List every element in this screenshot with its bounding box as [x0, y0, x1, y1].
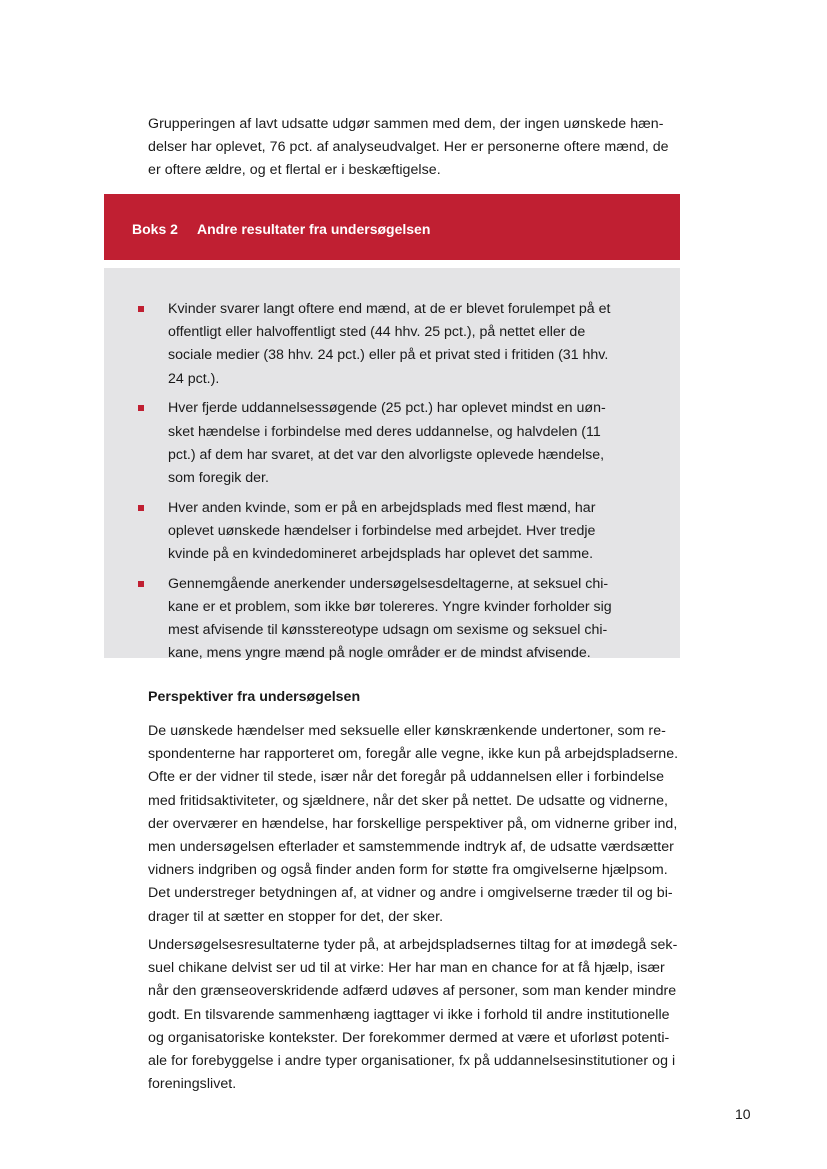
list-item [104, 573, 680, 666]
bullet-list [104, 298, 680, 672]
text-line: Det understreger betydningen af, at vidner og andre i omgivelserne træder til og bi- [148, 885, 673, 902]
square-bullet-icon [138, 306, 144, 312]
text-line: spondenterne har rapporteret om, foregår alle vegne, ikke kun på arbejdspladserne. [148, 746, 679, 763]
text-line: sociale medier (38 hhv. 24 pct.) eller på et privat sted i fritiden (31 hhv. [168, 347, 609, 364]
box-header [104, 194, 680, 260]
text-line: oplevet uønskede hændelser i forbindelse med arbejdet. Hver tredje [168, 522, 596, 539]
list-item [104, 397, 680, 490]
text-line: mest afvisende til kønsstereotype udsagn om sexisme og seksuel chi- [168, 622, 608, 639]
text-line: Ofte er der vidner til stede, især når det foregår på uddannelsen eller i forbindelse [148, 769, 665, 786]
text-line: som foregik der. [168, 469, 269, 486]
text-line: ale for forebyggelse i andre typer organisationer, fx på uddannelsesinstitutioner og i [148, 1053, 676, 1070]
list-item [104, 298, 680, 391]
text-line: foreningslivet. [148, 1076, 237, 1093]
text-line: med fritidsaktiviteter, og sjældnere, når det sker på nettet. De udsatte og vidnerne, [148, 792, 669, 809]
text-line: sket hændelse i forbindelse med deres uddannelse, og halvdelen (11 [168, 423, 601, 440]
body-paragraph [148, 934, 708, 1096]
square-bullet-icon [138, 505, 144, 511]
text-line: pct.) af dem har svaret, at det var den alvorligste oplevede hændelse, [168, 446, 605, 463]
page-number: 10 [735, 1106, 751, 1122]
box-title: Andre resultater fra undersøgelsen [197, 221, 431, 237]
section-heading: Perspektiver fra undersøgelsen [148, 689, 361, 705]
text-line: Kvinder svarer langt oftere end mænd, at de er blevet forulempet på et [168, 301, 611, 317]
box-number: Boks 2 [132, 221, 178, 237]
text-line: delser har oplevet, 76 pct. af analyseudvalget. Her er personerne oftere mænd, de [148, 139, 669, 156]
text-line: offentligt eller halvoffentligt sted (44 hhv. 25 pct.), på nettet eller de [168, 324, 586, 341]
intro-paragraph [148, 113, 708, 183]
text-line: der overværer en hændelse, har forskellige perspektiver på, om vidnerne griber ind, [148, 815, 678, 832]
text-line: 24 pct.). [168, 370, 220, 387]
text-line: kane er et problem, som ikke bør tolereres. Yngre kvinder forholder sig [168, 598, 612, 615]
text-line: Undersøgelsesresultaterne tyder på, at arbejdspladsernes tiltag for at imødegå sek- [148, 937, 678, 953]
text-line: når den grænseoverskridende adfærd udøves af personer, som man kender mindre [148, 983, 677, 1000]
body-paragraph [148, 720, 708, 929]
text-line: Hver fjerde uddannelsessøgende (25 pct.) har oplevet mindst en uøn- [168, 400, 606, 417]
list-item [104, 497, 680, 567]
text-line: godt. En tilsvarende sammenhæng iagttager vi ikke i forhold til andre institutionelle [148, 1006, 670, 1023]
text-line: kvinde på en kvindedomineret arbejdsplads har oplevet det samme. [168, 546, 594, 563]
text-line: drager til at sætter en stopper for det, der sker. [148, 908, 444, 925]
text-line: vidners indgriben og også finder anden form for støtte fra omgivelserne hjælpsom. [148, 862, 668, 879]
text-line: er oftere ældre, og et flertal er i beskæftigelse. [148, 162, 441, 179]
text-line: men undersøgelsen efterlader et samstemmende indtryk af, de udsatte værdsætter [148, 839, 674, 856]
text-line: Grupperingen af lavt udsatte udgør sammen med dem, der ingen uønskede hæn- [148, 116, 664, 132]
square-bullet-icon [138, 581, 144, 587]
text-line: Gennemgående anerkender undersøgelsesdeltagerne, at seksuel chi- [168, 575, 609, 592]
text-line: kane, mens yngre mænd på nogle områder er de mindst afvisende. [168, 645, 591, 662]
text-line: Hver anden kvinde, som er på en arbejdsplads med flest mænd, har [168, 499, 596, 516]
text-line: De uønskede hændelser med seksuelle eller kønskrænkende undertoner, som re- [148, 723, 666, 739]
text-line: suel chikane delvist ser ud til at virke: Her har man en chance for at få hjælp, især [148, 960, 665, 977]
text-line: og organisatoriske kontekster. Der forekommer dermed at være et uforløst potenti- [148, 1029, 670, 1046]
box-body [104, 268, 680, 662]
square-bullet-icon [138, 405, 144, 411]
